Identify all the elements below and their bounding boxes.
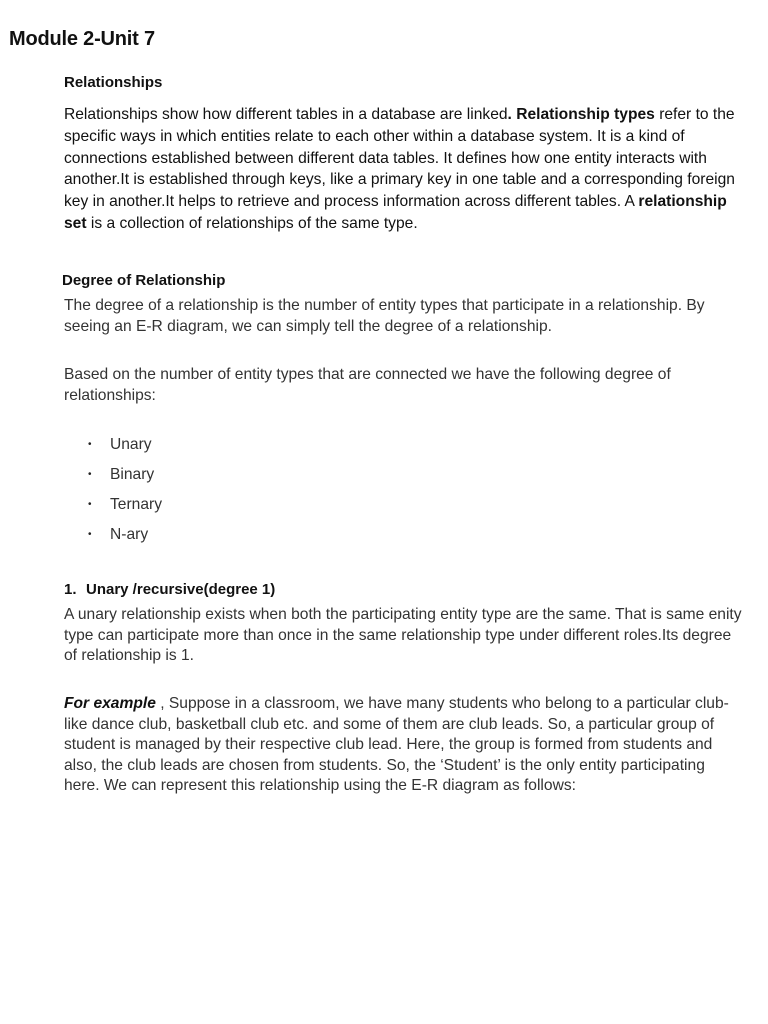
example-paragraph <box>64 694 744 797</box>
degree-list <box>64 431 364 551</box>
subsection-heading-unary <box>64 581 275 598</box>
list-item-label: Binary <box>110 466 155 483</box>
list-item <box>64 521 364 551</box>
bullet-icon: • <box>88 469 92 480</box>
bullet-icon: • <box>88 439 92 450</box>
subsection-heading-text: Unary /recursive(degree 1) <box>86 581 276 598</box>
bold-term-relationship-types: . Relationship types <box>507 106 655 123</box>
bullet-icon: • <box>88 499 92 510</box>
section-heading-degree: Degree of Relationship <box>62 272 226 289</box>
relationships-paragraph <box>64 104 744 235</box>
list-item-label: N-ary <box>110 526 149 543</box>
list-number: 1. <box>64 581 77 598</box>
bullet-icon: • <box>88 529 92 540</box>
example-label: For example <box>64 695 156 712</box>
unary-paragraph: A unary relationship exists when both the participating entity type are the same. That is same enity type can participate more than once in the same relationship type under different roles.Its degree of relationship is 1. <box>64 606 742 665</box>
text-run: refer to the specific ways in which entities relate to each other within a database system. It is a kind of connections established between different data tables. It defines how one entity interacts with another.It is established through keys, like a primary key in one table and a corresponding foreign key in another.It helps to retrieve and process information across different tables. A <box>64 106 735 211</box>
degree-types-intro: Based on the number of entity types that are connected we have the following degree of relationships: <box>64 366 671 404</box>
text-run: is a collection of relationships of the same type. <box>86 214 418 232</box>
page-title: Module 2-Unit 7 <box>9 28 155 50</box>
list-item <box>64 461 364 491</box>
bold-term-relationship-set: relationship set <box>64 193 727 232</box>
text-run: Relationships show how different tables in a database are linked <box>64 106 508 123</box>
example-text: , Suppose in a classroom, we have many students who belong to a particular club-like dance club, basketball club etc. and some of them are club leads. So, a particular group of student is managed by their respective club lead. Here, the group is formed from students and also, the club leads are chosen from students. So, the ‘Student’ is the only entity participating here. We can represent this relationship using the E-R diagram as follows: <box>64 695 729 795</box>
list-item-label: Unary <box>110 436 152 453</box>
section-heading-relationships: Relationships <box>64 74 163 91</box>
list-item <box>64 431 364 461</box>
degree-paragraph: The degree of a relationship is the number of entity types that participate in a relationship. By seeing an E-R diagram, we can simply tell the degree of a relationship. <box>64 297 705 335</box>
list-item <box>64 491 364 521</box>
list-item-label: Ternary <box>110 496 162 513</box>
